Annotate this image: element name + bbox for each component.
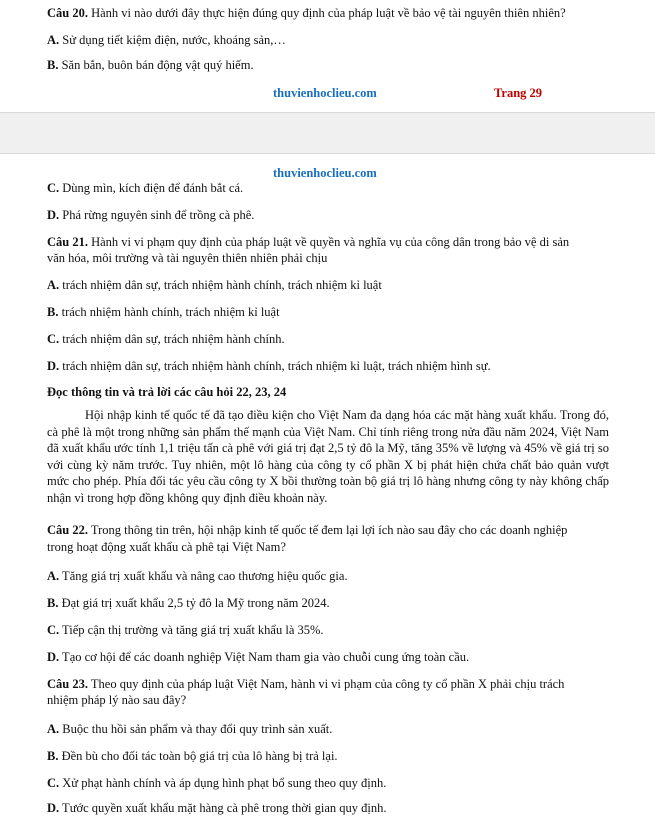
reading-passage: Hội nhập kinh tế quốc tế đã tạo điều kiện cho Việt Nam đa dạng hóa các mặt hàng xuất khẩu. Trong đó, cà phê là một trong những sản phẩm thế mạnh của Việt Nam. Chỉ tính riêng trong nửa đầu năm 2024, Việt Nam đã xuất khẩu ước tính 1,1 triệu tấn cà phê với giá trị đạt 2,5 tỷ đô la Mỹ, tăng 35% về lượng và 45% về giá trị so với cùng kỳ năm trước. Tuy nhiên, một lô hàng của công ty cổ phần X bị phát hiện chứa chất bảo quản vượt mức cho phép. Phía đối tác yêu cầu công ty X bồi thường toàn bộ giá trị lô hàng nhưng công ty này không chấp nhận vì trong hợp đồng không quy định điều khoản này. bbox=[47, 408, 609, 505]
question-22-continued: trong hoạt động xuất khẩu cà phê tại Việt Nam? bbox=[47, 540, 286, 554]
option-22a: A. Tăng giá trị xuất khẩu và nâng cao thương hiệu quốc gia. bbox=[47, 569, 348, 583]
option-23a: A. Buộc thu hồi sản phẩm và thay đổi quy trình sản xuất. bbox=[47, 722, 333, 736]
option-20c: C. Dùng mìn, kích điện để đánh bắt cá. bbox=[47, 181, 244, 195]
option-21d: D. trách nhiệm dân sự, trách nhiệm hành chính, trách nhiệm kỉ luật, trách nhiệm hình sự. bbox=[47, 359, 491, 373]
option-20b: B. Săn bắn, buôn bán động vật quý hiếm. bbox=[47, 58, 254, 72]
question-21: Câu 21. Hành vi vi phạm quy định của pháp luật về quyền và nghĩa vụ của công dân trong bảo vệ di sản bbox=[47, 235, 570, 249]
option-22d: D. Tạo cơ hội để các doanh nghiệp Việt Nam tham gia vào chuỗi cung ứng toàn cầu. bbox=[47, 650, 470, 664]
option-23b: B. Đền bù cho đối tác toàn bộ giá trị của lô hàng bị trả lại. bbox=[47, 749, 338, 763]
header-site-name: thuvienhoclieu.com bbox=[273, 166, 377, 180]
question-23: Câu 23. Theo quy định của pháp luật Việt Nam, hành vi vi phạm của công ty cổ phần X phải chịu trách bbox=[47, 677, 565, 691]
footer-site-name: thuvienhoclieu.com bbox=[273, 86, 377, 100]
option-22c: C. Tiếp cận thị trường và tăng giá trị xuất khẩu là 35%. bbox=[47, 623, 324, 637]
question-21-continued: văn hóa, môi trường và tài nguyên thiên nhiên phải chịu bbox=[47, 251, 328, 265]
option-23d: D. Tước quyền xuất khẩu mặt hàng cà phê trong thời gian quy định. bbox=[47, 801, 387, 815]
option-21b: B. trách nhiệm hành chính, trách nhiệm kỉ luật bbox=[47, 305, 280, 319]
question-22: Câu 22. Trong thông tin trên, hội nhập kinh tế quốc tế đem lại lợi ích nào sau đây cho các doanh nghiệp bbox=[47, 523, 568, 537]
footer-page-number: Trang 29 bbox=[494, 86, 543, 100]
option-22b: B. Đạt giá trị xuất khẩu 2,5 tỷ đô la Mỹ trong năm 2024. bbox=[47, 596, 330, 610]
option-23c: C. Xử phạt hành chính và áp dụng hình phạt bổ sung theo quy định. bbox=[47, 776, 387, 790]
option-21c: C. trách nhiệm dân sự, trách nhiệm hành chính. bbox=[47, 332, 285, 346]
document-page-top bbox=[0, 0, 655, 110]
option-20d: D. Phá rừng nguyên sinh để trồng cà phê. bbox=[47, 208, 255, 222]
option-21a: A. trách nhiệm dân sự, trách nhiệm hành chính, trách nhiệm kỉ luật bbox=[47, 278, 382, 292]
question-23-continued: nhiệm pháp lý nào sau đây? bbox=[47, 693, 187, 707]
option-20a: A. Sử dụng tiết kiệm điện, nước, khoáng sản,… bbox=[47, 33, 286, 47]
reading-heading: Đọc thông tin và trả lời các câu hỏi 22, 23, 24 bbox=[47, 385, 287, 399]
question-20: Câu 20. Hành vi nào dưới đây thực hiện đúng quy định của pháp luật về bảo vệ tài nguyên thiên nhiên? bbox=[47, 6, 566, 20]
document-page-bottom bbox=[0, 154, 655, 818]
page-separator bbox=[0, 112, 655, 154]
